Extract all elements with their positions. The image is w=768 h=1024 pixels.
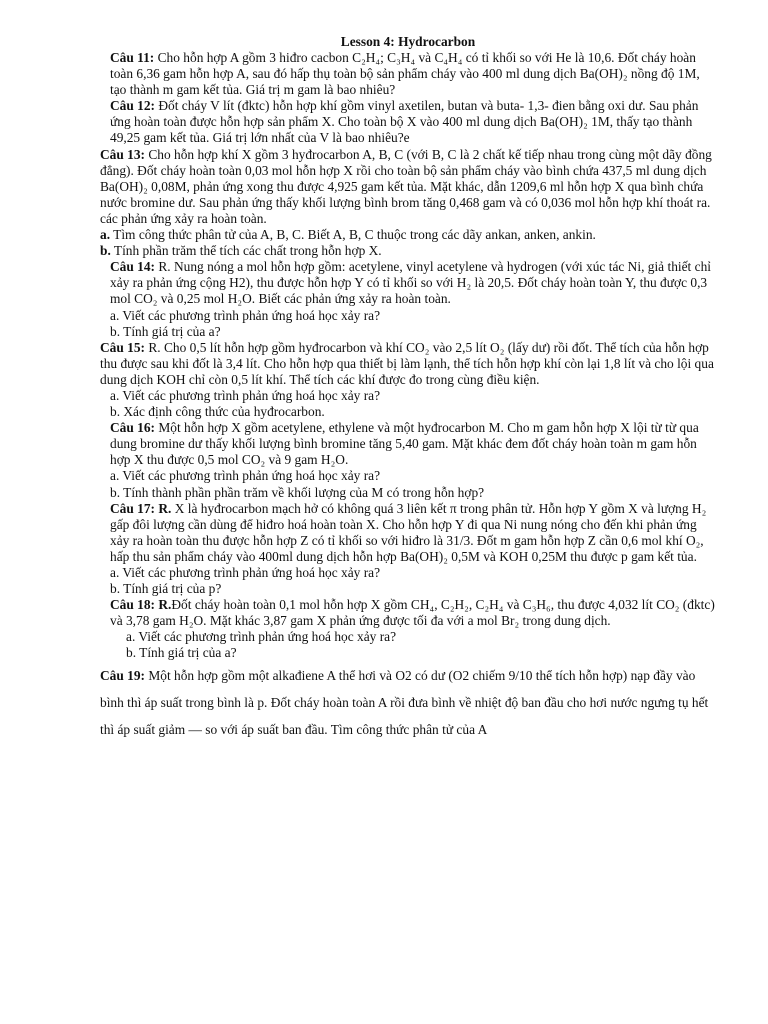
question-label: Câu 14: [110, 259, 156, 275]
question-15 [100, 340, 716, 388]
question-18 [100, 597, 716, 629]
question-text: R. Nung nóng a mol hỗn hợp gồm: acetylene, vinyl acetylene và hydrogen (với xúc tác Ni, giả thiết chỉ xảy ra phản ứng cộng H2), thu được hỗn hợp Y có tỉ khối so với H₂ là 20,5. Đốt cháy hoàn toàn Y, thu được 0,3 mol CO₂ và 0,25 mol H₂O. Biết các phản ứng xảy ra hoàn toàn. [110, 259, 711, 307]
question-14-part-a: a. Viết các phương trình phản ứng hoá học xảy ra? [110, 307, 381, 323]
part-label: a. [100, 227, 111, 243]
document-title: Lesson 4: Hydrocarbon [340, 34, 476, 49]
question-16 [100, 420, 716, 468]
question-16-part-a: a. Viết các phương trình phản ứng hoá học xảy ra? [110, 468, 381, 484]
question-label: Câu 17: R. [110, 500, 172, 516]
part-label: b. [100, 243, 111, 259]
question-label: Câu 12: [110, 98, 156, 114]
question-label: Câu 13: [100, 146, 146, 162]
question-17-part-b: b. Tính giá trị của p? [110, 581, 222, 597]
question-16-part-b: b. Tính thành phần phần trăm về khối lượng của M có trong hỗn hợp? [110, 484, 485, 500]
part-text: Tính phần trăm thể tích các chất trong hỗn hợp X. [110, 243, 382, 259]
question-text: Cho hỗn hợp khí X gồm 3 hyđrocarbon A, B, C (với B, C là 2 chất kế tiếp nhau trong cùng một dãy đồng đẳng). Đốt cháy hoàn toàn 0,03 mol hỗn hợp X rồi cho toàn bộ sản phẩm cháy vào bình chứa 437,5 ml dung dịch Ba(OH)₂ 0,08M, phản ứng xong thu được 4,925 gam kết tủa. Mặt khác, dẫn 1209,6 ml hỗn hợp X qua bình chứa nước bromine dư. Sau phản ứng thấy khối lượng bình brom tăng 0,468 gam và có 0,036 mol hỗn hợp khí thoát ra. các phản ứng xảy ra hoàn toàn. [100, 146, 712, 226]
question-text: Đốt cháy hoàn toàn 0,1 mol hỗn hợp X gồm CH₄, C₂H₂, C₂H₄ và C₃H₆, thu được 4,032 lít CO₂ (đktc) và 3,78 gam H₂O. Mặt khác 3,87 gam X phản ứng được tối đa với a mol Br₂ trong dung dịch. [110, 597, 715, 629]
question-15-part-b: b. Xác định công thức của hyđrocarbon. [110, 404, 325, 420]
question-13-part-a [100, 227, 716, 243]
question-label: Câu 15: [100, 339, 146, 355]
question-text: Một hỗn hợp X gồm acetylene, ethylene và một hyđrocarbon M. Cho m gam hỗn hợp X lội từ từ qua dung bromine dư thấy khối lượng bình bromine tăng 5,40 gam. Mặt khác đem đốt cháy hoàn toàn m gam hỗn hợp X thu được 0,5 mol CO₂ và 9 gam H₂O. [110, 420, 699, 468]
question-text: Đốt cháy V lít (đktc) hỗn hợp khí gồm vinyl axetilen, butan và buta- 1,3- đien bằng oxi dư. Sau phản ứng hoàn toàn được hỗn hợp sản phẩm X. Cho toàn bộ X vào 400 ml dung dịch Ba(OH)₂ 1M, thấy tạo thành 49,25 gam kết tủa. Giá trị lớn nhất của V là bao nhiêu?e [110, 98, 699, 146]
question-13 [100, 147, 716, 227]
question-14-part-b: b. Tính giá trị của a? [110, 323, 221, 339]
question-12 [100, 98, 716, 146]
part-text: Tìm công thức phân tử của A, B, C. Biết A, B, C thuộc trong các dãy ankan, anken, ankin. [110, 227, 596, 243]
question-17-part-a: a. Viết các phương trình phản ứng hoá học xảy ra? [110, 565, 381, 580]
question-label: Câu 11: [110, 50, 155, 65]
question-label: Câu 18: R. [110, 597, 172, 613]
question-13-part-b [100, 243, 716, 259]
question-text: Cho hỗn hợp A gồm 3 hiđro cacbon C₂H₄; C₃H₄ và C₄H₄ có tỉ khối so với He là 10,6. Đốt cháy hoàn toàn 6,36 gam hỗn hợp A, sau đó hấp thụ toàn bộ sản phẩm cháy vào 400 ml dung dịch Ba(OH)₂ nồng độ 1M, tạo thành m gam kết tủa. Giá trị m gam là bao nhiêu? [110, 50, 700, 98]
question-17 [100, 501, 716, 565]
question-text: Một hỗn hợp gồm một alkađiene A thể hơi và O2 có dư (O2 chiếm 9/10 thể tích hỗn hợp) nạp đầy vào bình thì áp suất trong bình là p. Đốt cháy hoàn toàn A rồi đưa bình về nhiệt độ ban đầu cho hơi nước ngưng tụ hết thì áp suất giảm — so với áp suất ban đầu. Tìm công thức phân tử của A [100, 667, 709, 737]
question-18-part-a: a. Viết các phương trình phản ứng hoá học xảy ra? [126, 629, 397, 645]
question-text: R. Cho 0,5 lít hỗn hợp gồm hyđrocarbon và khí CO₂ vào 2,5 lít O₂ (lấy dư) rồi đốt. Thể tích của hỗn hợp thu được sau khi đốt là 3,4 lít. Cho hỗn hợp qua thiết bị làm lạnh, thể tích hỗn hợp khí còn lại 1,8 lít và cho lội qua dung dịch KOH chỉ còn 0,5 lít khí. Thể tích các khí được đo trong cùng điều kiện. [100, 339, 714, 387]
question-11 [100, 50, 716, 98]
question-15-part-a: a. Viết các phương trình phản ứng hoá học xảy ra? [110, 387, 381, 403]
question-text: X là hyđrocarbon mạch hở có không quá 3 liên kết π trong phân tử. Hỗn hợp Y gồm X và lượng H₂ gấp đôi lượng cần dùng để hiđro hoá hoàn toàn X. Cho hỗn hợp Y đi qua Ni nung nóng cho đến khi phản ứng xảy ra hoàn toàn thu được hỗn hợp Z có tỉ khối so với hiđro là 31/3. Đốt m gam hỗn hợp Z cần 0,6 mol khí O₂, hấp thu sản phẩm cháy vào 400ml dung dịch hỗn hợp Ba(OH)₂ 0,5M và KOH 0,25M thu được p gam kết tủa. [110, 500, 707, 564]
question-18-part-b: b. Tính giá trị của a? [126, 645, 237, 661]
question-14 [100, 259, 716, 307]
question-label: Câu 16: [110, 420, 156, 436]
question-19 [100, 662, 716, 743]
question-label: Câu 19: [100, 667, 146, 683]
